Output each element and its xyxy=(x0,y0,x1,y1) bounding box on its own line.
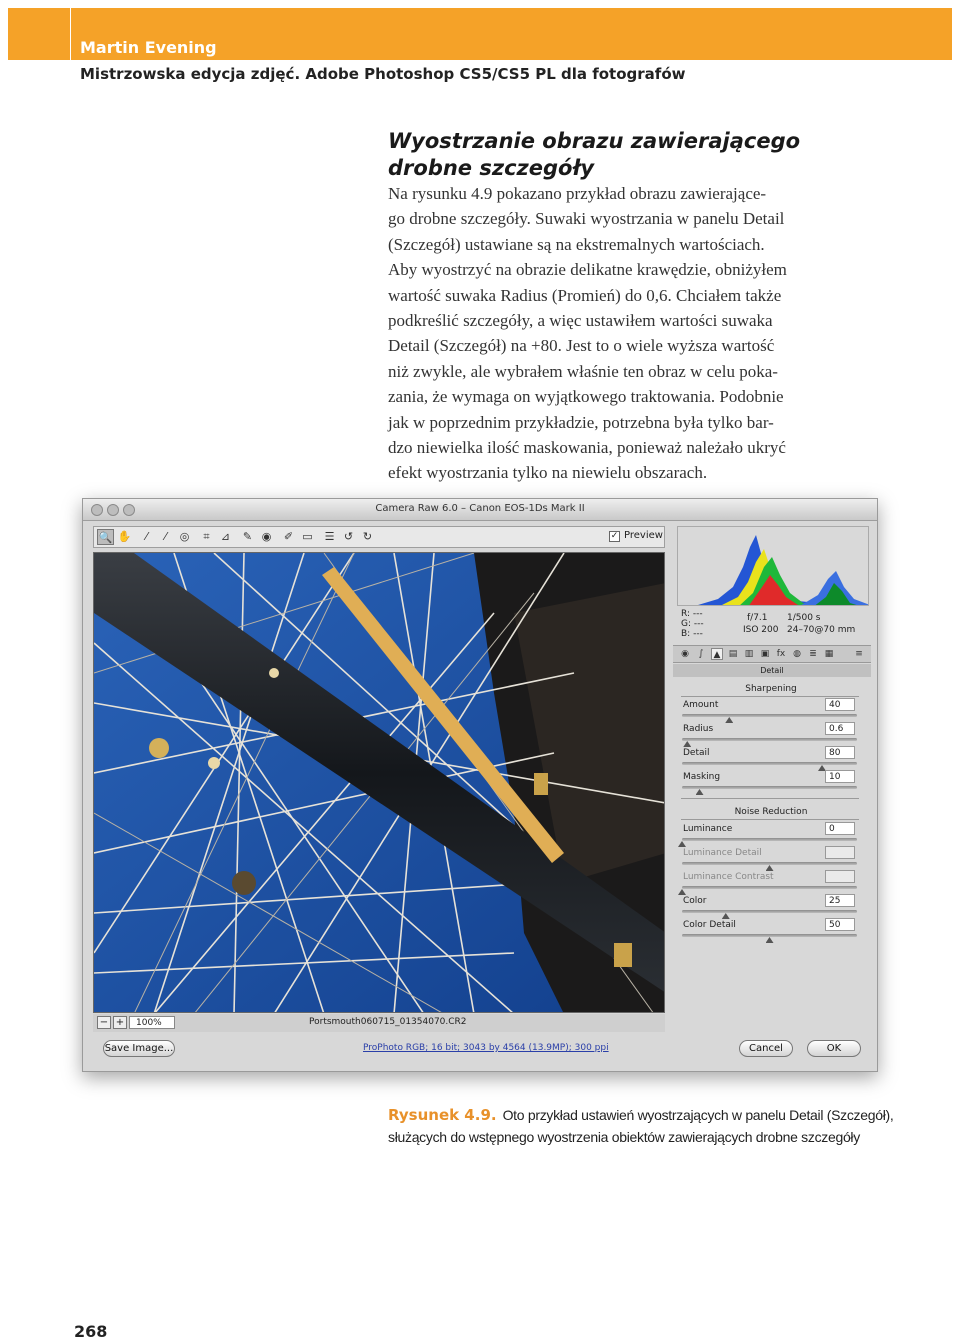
body-line: efekt wyostrzania tylko na niewielu obszarach. xyxy=(388,463,708,483)
zoom-tool-icon[interactable]: 🔍 xyxy=(98,531,113,544)
lens-readout: 24–70@70 mm xyxy=(787,625,856,635)
body-line: Detail (Szczegół) na +80. Jest to o wiele wyższa wartość xyxy=(388,336,775,356)
body-line: wartość suwaka Radius (Promień) do 0,6. Chciałem także xyxy=(388,285,782,305)
tab-effects-icon[interactable]: fx xyxy=(776,649,786,659)
slider-track[interactable] xyxy=(682,838,857,841)
red-eye-tool-icon[interactable]: ◉ xyxy=(261,530,272,543)
slider-label: Amount xyxy=(683,700,719,710)
section-title-line: Wyostrzanie obrazu zawierającego xyxy=(388,129,801,153)
ship-rigging-photo xyxy=(93,552,665,1013)
page-number: 268 xyxy=(74,1322,108,1341)
zoom-level-select[interactable]: 100% xyxy=(129,1016,175,1029)
slider-label: Radius xyxy=(683,724,714,734)
spot-removal-tool-icon[interactable]: ✎ xyxy=(242,530,253,543)
red-readout: R: --- xyxy=(681,609,703,619)
histogram xyxy=(677,526,869,606)
figure-label: Rysunek 4.9. xyxy=(388,1106,497,1124)
tab-camera-calibration-icon[interactable]: ◍ xyxy=(793,649,801,659)
tab-presets-icon[interactable]: ≣ xyxy=(809,649,817,659)
section-divider xyxy=(681,696,859,697)
panel-tab-strip xyxy=(673,645,871,663)
preview-checkbox[interactable]: ✓ xyxy=(610,531,619,541)
figure-caption xyxy=(388,1104,928,1148)
graduated-filter-icon[interactable]: ▭ xyxy=(302,530,313,543)
hand-tool-icon[interactable]: ✋ xyxy=(117,530,132,543)
rotate-left-icon[interactable]: ↺ xyxy=(343,530,354,543)
aperture-readout: f/7.1 xyxy=(747,613,768,623)
body-paragraph xyxy=(388,181,878,486)
body-line: podkreślić szczegóły, a więc ustawiłem wartości suwaka xyxy=(388,310,773,330)
slider-track[interactable] xyxy=(682,910,857,913)
slider-thumb[interactable] xyxy=(678,841,686,847)
window-titlebar xyxy=(83,499,877,521)
green-readout: G: --- xyxy=(681,619,704,629)
slider-value-field xyxy=(825,870,855,883)
slider-track[interactable] xyxy=(682,714,857,717)
slider-value-field[interactable]: 50 xyxy=(825,918,855,931)
ok-button[interactable]: OK xyxy=(807,1040,861,1057)
slider-thumb[interactable] xyxy=(696,789,704,795)
noise-reduction-heading: Noise Reduction xyxy=(734,807,808,817)
slider-track[interactable] xyxy=(682,762,857,765)
slider-value-field[interactable]: 0 xyxy=(825,822,855,835)
save-image-button[interactable]: Save Image... xyxy=(103,1040,175,1057)
slider-label: Luminance Contrast xyxy=(683,872,774,882)
color-sampler-tool-icon[interactable]: ⁄ xyxy=(164,530,167,543)
rgb-exif-readout xyxy=(679,609,869,641)
slider-label: Detail xyxy=(683,748,710,758)
body-line: go drobne szczegóły. Suwaki wyostrzania w panelu Detail xyxy=(388,209,785,229)
window-title: Camera Raw 6.0 – Canon EOS-1Ds Mark II xyxy=(375,503,585,514)
status-bar xyxy=(93,1014,665,1032)
tool-bar xyxy=(93,526,665,548)
tab-detail-icon[interactable]: ▲ xyxy=(711,648,723,660)
section-divider xyxy=(681,798,859,799)
sharpening-heading: Sharpening xyxy=(745,684,797,694)
cancel-button[interactable]: Cancel xyxy=(739,1040,793,1057)
slider-label: Luminance xyxy=(683,824,733,834)
body-line: (Szczegół) ustawiane są na ekstremalnych wartościach. xyxy=(388,234,765,254)
body-line: jak w poprzednim przykładzie, potrzebna była tylko bar- xyxy=(388,412,774,432)
tab-split-toning-icon[interactable]: ▥ xyxy=(744,649,754,659)
slider-value-field xyxy=(825,846,855,859)
targeted-adjustment-tool-icon[interactable]: ◎ xyxy=(179,530,190,543)
preview-label: Preview xyxy=(624,530,663,541)
tab-basic-icon[interactable]: ◉ xyxy=(681,649,689,659)
tab-snapshots-icon[interactable]: ▦ xyxy=(824,649,834,659)
slider-value-field[interactable]: 0.6 xyxy=(825,722,855,735)
shutter-readout: 1/500 s xyxy=(787,613,821,623)
slider-label: Luminance Detail xyxy=(683,848,762,858)
preferences-icon[interactable]: ☰ xyxy=(324,530,335,543)
slider-value-field[interactable]: 25 xyxy=(825,894,855,907)
body-line: Aby wyostrzyć na obrazie delikatne krawędzie, obniżyłem xyxy=(388,260,787,280)
slider-track[interactable] xyxy=(682,786,857,789)
slider-track xyxy=(682,886,857,889)
body-line: Na rysunku 4.9 pokazano przykład obrazu zawierające- xyxy=(388,184,767,203)
slider-track[interactable] xyxy=(682,738,857,741)
tab-hsl-icon[interactable]: ▤ xyxy=(728,649,738,659)
author-name: Martin Evening xyxy=(80,38,217,57)
slider-label: Color Detail xyxy=(683,920,736,930)
slider-thumb[interactable] xyxy=(722,913,730,919)
rotate-right-icon[interactable]: ↻ xyxy=(362,530,373,543)
slider-thumb[interactable] xyxy=(725,717,733,723)
slider-track[interactable] xyxy=(682,934,857,937)
iso-readout: ISO 200 xyxy=(743,625,779,635)
slider-label: Color xyxy=(683,896,707,906)
straighten-tool-icon[interactable]: ⊿ xyxy=(220,530,231,543)
book-title: Mistrzowska edycja zdjęć. Adobe Photoshop CS5/CS5 PL dla fotografów xyxy=(80,65,686,83)
body-line: niż zwykle, ale wybrałem właśnie ten obraz w celu poka- xyxy=(388,361,778,381)
caption-text: Oto przykład ustawień wyostrzających w panelu Detail (Szczegół), xyxy=(502,1107,894,1123)
zoom-out-button[interactable]: − xyxy=(97,1016,111,1029)
slider-value-field[interactable]: 40 xyxy=(825,698,855,711)
panel-name: Detail xyxy=(673,664,871,677)
slider-value-field[interactable]: 10 xyxy=(825,770,855,783)
workflow-options-link[interactable]: ProPhoto RGB; 16 bit; 3043 by 4564 (13.9MP); 300 ppi xyxy=(363,1043,609,1053)
camera-raw-window xyxy=(82,498,878,1072)
body-line: dzo niewielka ilość maskowania, ponieważ należało ukryć xyxy=(388,437,786,457)
slider-label: Masking xyxy=(683,772,721,782)
blue-readout: B: --- xyxy=(681,629,703,639)
caption-text: służących do wstępnego wyostrzenia obiektów zawierających drobne szczegóły xyxy=(388,1129,860,1145)
section-title xyxy=(388,128,858,182)
crop-tool-icon[interactable]: ⌗ xyxy=(203,530,210,543)
slider-thumb[interactable] xyxy=(683,741,691,747)
histogram-graph xyxy=(678,527,869,606)
slider-thumb xyxy=(678,889,686,895)
panel-menu-icon[interactable]: ≡ xyxy=(855,649,863,659)
white-balance-tool-icon[interactable]: ⁄ xyxy=(145,530,148,543)
file-name: Portsmouth060715_01354070.CR2 xyxy=(309,1017,467,1027)
slider-track xyxy=(682,862,857,865)
ship-rigging-image xyxy=(94,553,665,1013)
slider-thumb xyxy=(766,865,774,871)
slider-value-field[interactable]: 80 xyxy=(825,746,855,759)
section-divider xyxy=(681,819,859,820)
header-rule xyxy=(70,8,71,66)
zoom-in-button[interactable]: + xyxy=(113,1016,127,1029)
tab-tone-curve-icon[interactable]: ∫ xyxy=(698,649,704,659)
body-line: zania, że wymaga on wyjątkowego traktowania. Podobnie xyxy=(388,387,784,407)
adjustment-brush-icon[interactable]: ✐ xyxy=(283,530,294,543)
section-title-line: drobne szczegóły xyxy=(388,156,595,180)
tab-lens-corrections-icon[interactable]: ▣ xyxy=(760,649,770,659)
slider-thumb[interactable] xyxy=(766,937,774,943)
